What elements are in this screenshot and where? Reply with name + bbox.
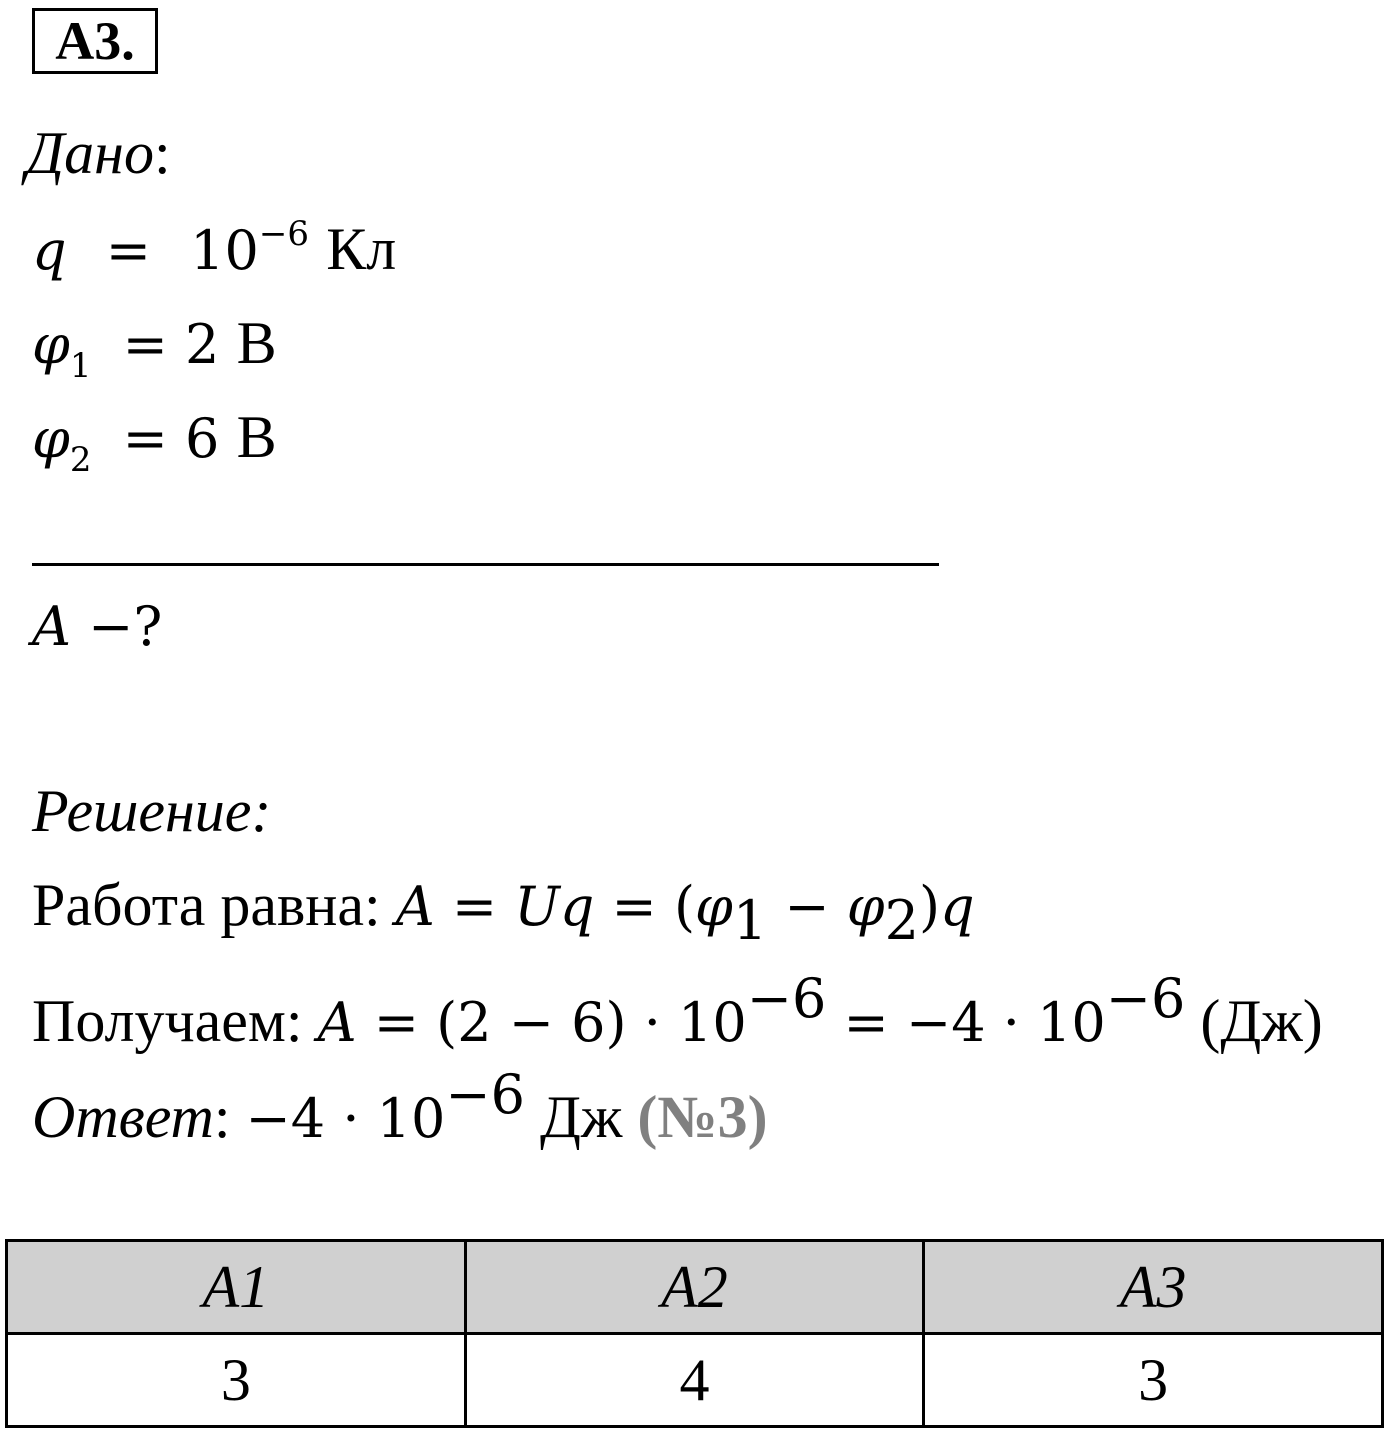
- work-q2: q: [940, 875, 975, 938]
- answers-header-cell: A3: [924, 1241, 1383, 1334]
- solution-heading: Решение:: [32, 778, 272, 844]
- work-phi-a: φ: [695, 875, 733, 938]
- result-text: Получаем:: [32, 988, 318, 1054]
- work-eq2: = (: [594, 875, 696, 938]
- phi1-symbol: φ: [32, 313, 70, 376]
- answer-reference: (№3): [637, 1084, 768, 1150]
- phi2-equals: =: [122, 407, 168, 470]
- phi1-sub: 1: [69, 346, 92, 386]
- answer-exp: −6: [445, 1063, 525, 1126]
- answer-line: [32, 1060, 768, 1154]
- answer-expr: −4 · 10: [245, 1087, 446, 1150]
- given-heading-colon: :: [153, 120, 171, 186]
- charge-unit: Кл: [326, 216, 397, 282]
- answers-value-cell: 3: [924, 1334, 1383, 1427]
- charge-equals: =: [105, 219, 151, 282]
- solution-line-work: [32, 870, 975, 956]
- charge-exponent: −6: [258, 214, 310, 254]
- result-exp1: −6: [746, 967, 827, 1030]
- phi2-unit: В: [236, 404, 277, 470]
- phi1-equals: =: [122, 313, 168, 376]
- answers-value-cell: 3: [7, 1334, 466, 1427]
- work-U: U: [514, 875, 560, 938]
- result-expr1: = (2 − 6) · 10: [356, 991, 747, 1054]
- work-sub-b: 2: [884, 889, 919, 952]
- given-phi1: [32, 308, 277, 386]
- answer-unit: Дж: [524, 1084, 638, 1150]
- result-unit: (Дж): [1185, 988, 1323, 1054]
- work-phi-b: φ: [846, 875, 885, 938]
- charge-base: 10: [190, 219, 259, 282]
- work-text: Работа равна:: [32, 872, 396, 938]
- result-A: A: [317, 991, 357, 1054]
- result-expr2: = −4 · 10: [826, 991, 1106, 1054]
- work-minus: −: [767, 875, 847, 938]
- work-q1: q: [559, 875, 595, 938]
- work-close: ): [918, 875, 941, 938]
- answers-table: [5, 1239, 1384, 1428]
- charge-symbol: q: [32, 219, 67, 282]
- work-sub-a: 1: [732, 889, 768, 952]
- given-divider: [32, 563, 939, 566]
- work-A: A: [395, 875, 435, 938]
- phi1-unit: В: [236, 310, 277, 376]
- answers-header-cell: A1: [7, 1241, 466, 1334]
- solution-line-result: [32, 964, 1323, 1058]
- answers-value-row: [7, 1334, 1383, 1427]
- work-eq1: =: [434, 875, 515, 938]
- task-label: A3.: [32, 8, 158, 74]
- given-phi2: [32, 402, 277, 480]
- answers-header-row: [7, 1241, 1383, 1334]
- find-question: −?: [71, 595, 163, 658]
- result-exp2: −6: [1105, 967, 1186, 1030]
- answer-label: Ответ: [32, 1084, 214, 1150]
- answers-value-cell: 4: [465, 1334, 924, 1427]
- answers-header-cell: A2: [465, 1241, 924, 1334]
- phi1-value: 2: [185, 313, 220, 376]
- answer-colon: :: [213, 1084, 246, 1150]
- find-line: [32, 592, 162, 662]
- phi2-symbol: φ: [32, 407, 70, 470]
- given-heading: [26, 118, 171, 188]
- phi2-sub: 2: [69, 440, 92, 480]
- given-charge: [32, 214, 396, 286]
- phi2-value: 6: [185, 407, 220, 470]
- find-symbol: A: [32, 595, 71, 658]
- given-heading-text: Дано: [26, 120, 154, 186]
